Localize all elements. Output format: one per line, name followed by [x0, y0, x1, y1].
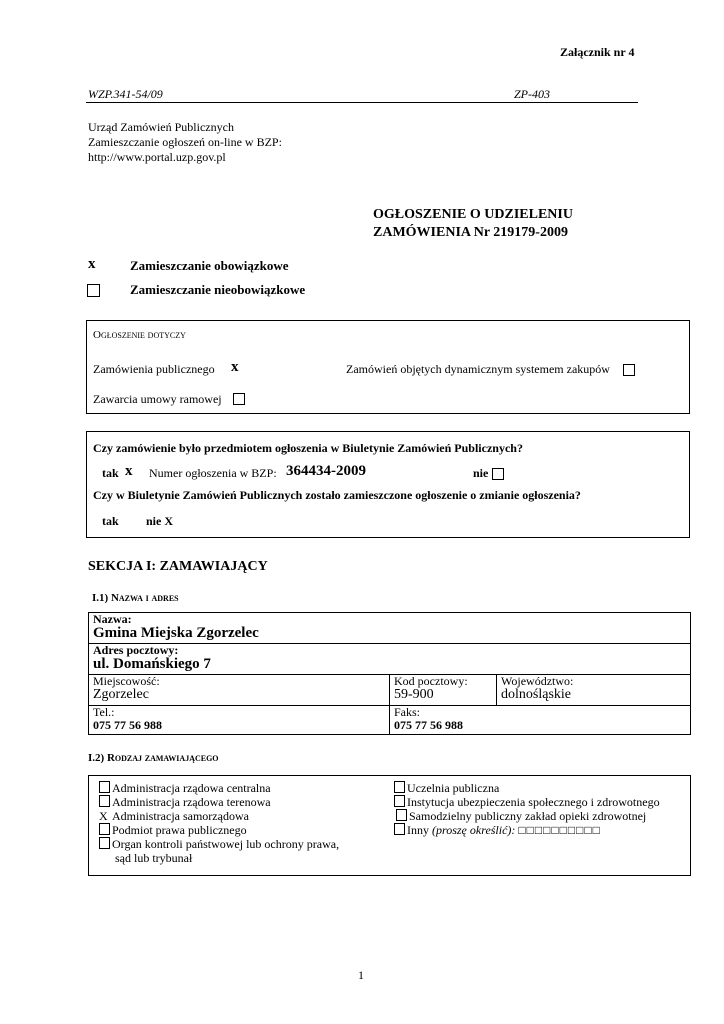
- province-cell: [497, 675, 691, 706]
- publisher-subtitle: Zamieszczanie ogłoszeń on-line w BZP:: [88, 135, 282, 149]
- header-rule: [86, 102, 638, 103]
- right-option-3[interactable]: Samodzielny publiczny zakład opieki zdrowotnej: [396, 809, 646, 824]
- city-label: Miejscowość:: [93, 674, 160, 688]
- address-value: ul. Domańskiego 7: [93, 655, 211, 672]
- dynamic-system-checkbox[interactable]: [623, 362, 635, 380]
- framework-checkbox[interactable]: [233, 391, 245, 409]
- bzp-no-checkbox[interactable]: [492, 466, 504, 484]
- bzp-number-value: 364434-2009: [286, 463, 366, 479]
- publisher-name: Urząd Zamówień Publicznych: [88, 120, 234, 134]
- notice-title: [373, 206, 573, 242]
- optional-checkbox[interactable]: [87, 283, 100, 301]
- authority-type-box: [88, 775, 691, 876]
- publisher-url[interactable]: http://www.portal.uzp.gov.pl: [88, 150, 226, 164]
- framework-label: Zawarcia umowy ramowej: [93, 392, 222, 406]
- contracting-authority-table: [88, 612, 691, 735]
- bzp-no-label: nie: [473, 466, 489, 480]
- postcode-cell: [390, 675, 497, 706]
- bzp-change-question: Czy w Biuletynie Zamówień Publicznych zostało zamieszczone ogłoszenie o zmianie ogłoszenia?: [93, 488, 581, 502]
- bzp-question: Czy zamówienie było przedmiotem ogłoszenia w Biuletynie Zamówień Publicznych?: [93, 441, 523, 455]
- name-value: Gmina Miejska Zgorzelec: [93, 624, 259, 641]
- bzp-yes-mark[interactable]: x: [125, 463, 133, 479]
- section1-sub2: I.2) Rodzaj zamawiającego: [88, 752, 219, 764]
- left-option-3[interactable]: X Administracja samorządowa: [99, 809, 249, 823]
- concerns-heading: Ogłoszenie dotyczy: [93, 329, 186, 341]
- fax-cell: [390, 706, 691, 735]
- city-value: Zgorzelec: [93, 686, 149, 702]
- mandatory-mark[interactable]: x: [88, 256, 96, 272]
- left-option-5-cont: sąd lub trybunał: [115, 851, 193, 865]
- left-option-5[interactable]: Organ kontroli państwowej lub ochrony prawa,: [99, 837, 339, 852]
- name-label: Nazwa:: [93, 612, 132, 626]
- province-value: dolnośląskie: [501, 686, 571, 702]
- tel-value: 075 77 56 988: [93, 717, 162, 732]
- dynamic-system-label: Zamówień objętych dynamicznym systemem zakupów: [346, 362, 610, 376]
- name-cell: [89, 613, 691, 644]
- left-option-2[interactable]: Administracja rządowa terenowa: [99, 795, 271, 810]
- other-specify-field[interactable]: □□□□□□□□□□: [518, 823, 601, 837]
- right-option-2[interactable]: Instytucja ubezpieczenia społecznego i zdrowotnego: [394, 795, 660, 810]
- bzp-number-label: Numer ogłoszenia w BZP:: [149, 466, 277, 480]
- section1-title: SEKCJA I: ZAMAWIAJĄCY: [88, 559, 268, 574]
- bzp-change-no[interactable]: nie X: [146, 514, 173, 528]
- address-label: Adres pocztowy:: [93, 643, 179, 657]
- address-cell: [89, 644, 691, 675]
- optional-label: Zamieszczanie nieobowiązkowe: [130, 282, 306, 297]
- public-order-mark[interactable]: x: [231, 359, 239, 375]
- right-option-1[interactable]: Uczelnia publiczna: [394, 781, 499, 796]
- reference-right: ZP-403: [514, 87, 550, 101]
- city-cell: [89, 675, 390, 706]
- public-order-label: Zamówienia publicznego: [93, 362, 215, 376]
- fax-value: 075 77 56 988: [394, 717, 463, 732]
- left-option-1[interactable]: Administracja rządowa centralna: [99, 781, 271, 796]
- bzp-change-yes[interactable]: tak: [102, 514, 119, 528]
- section1-sub1: I.1) Nazwa i adres: [92, 592, 179, 604]
- right-option-4[interactable]: Inny (proszę określić): □□□□□□□□□□: [394, 823, 601, 838]
- notice-title-line2: ZAMÓWIENIA Nr 219179-2009: [373, 225, 568, 240]
- bzp-box: [86, 431, 690, 538]
- reference-left: WZP.341-54/09: [88, 87, 163, 101]
- page-number: 1: [358, 968, 364, 982]
- notice-title-line1: OGŁOSZENIE O UDZIELENIU: [373, 207, 573, 222]
- fax-label: Faks:: [394, 705, 421, 719]
- province-label: Województwo:: [501, 674, 574, 688]
- left-option-4[interactable]: Podmiot prawa publicznego: [99, 823, 247, 838]
- tel-label: Tel.:: [93, 705, 115, 719]
- tel-cell: [89, 706, 390, 735]
- publisher-block: [88, 120, 282, 165]
- concerns-box: [86, 320, 690, 414]
- postcode-label: Kod pocztowy:: [394, 674, 468, 688]
- bzp-yes-label: tak: [102, 466, 119, 480]
- postcode-value: 59-900: [394, 686, 434, 702]
- attachment-label: Załącznik nr 4: [560, 45, 635, 59]
- mandatory-label: Zamieszczanie obowiązkowe: [130, 258, 289, 273]
